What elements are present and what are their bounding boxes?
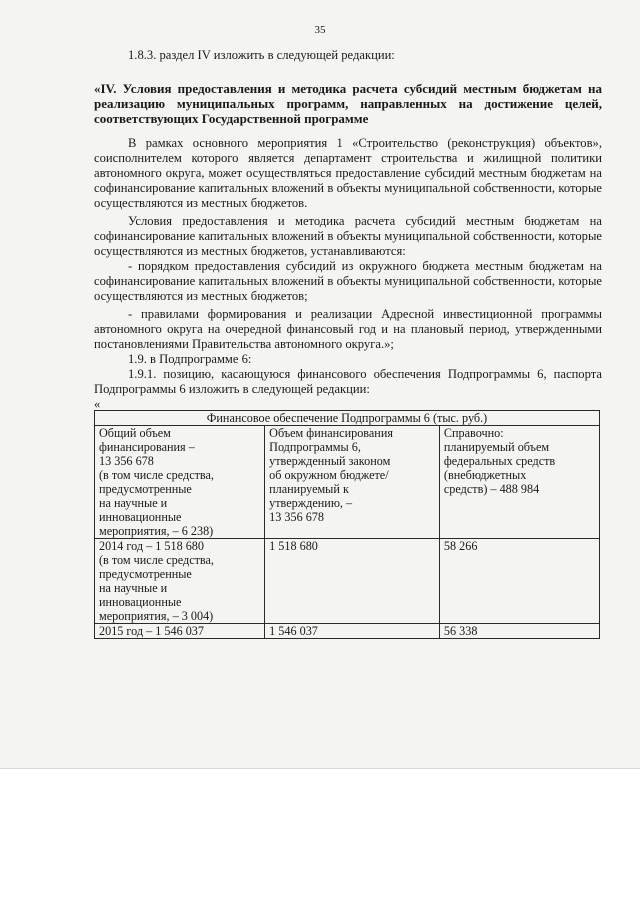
table-title-row — [95, 411, 600, 426]
table-title: Финансовое обеспечение Подпрограммы 6 (тыс. руб.) — [95, 411, 600, 426]
cell-line: инновационные — [99, 510, 182, 524]
cell-line: утвержденный законом — [269, 454, 391, 468]
section-line: 1.8.3. раздел IV изложить в следующей редакции: — [128, 48, 395, 62]
table-cell — [95, 426, 265, 539]
table-cell — [95, 624, 265, 639]
cell-line: средств) – 488 984 — [443, 482, 540, 496]
cell-line: Объем финансирования — [269, 426, 393, 440]
section-heading: «IV. Условия предоставления и методика расчета субсидий местным бюджетам на реализацию муниципальных программ, направленных на достижение целей, соответствующих Государственной программе — [94, 81, 602, 126]
table-cell — [265, 624, 440, 639]
cell-line: Подпрограммы 6, — [269, 440, 361, 454]
cell-line: мероприятия, – 3 004) — [99, 609, 214, 623]
cell-line: (в том числе средства, — [99, 468, 214, 482]
cell-line: федеральных средств — [443, 454, 556, 468]
financing-table — [94, 410, 600, 639]
paragraph-6: 1.9.1. позицию, касающуюся финансового обеспечения Подпрограммы 6, паспорта Подпрограммы 6 изложить в следующей редакции: — [94, 367, 602, 396]
cell-line: Справочно: — [443, 426, 504, 440]
paragraph-4: - правилами формирования и реализации Адресной инвестиционной программы автономного округа на очередной финансовый год и на плановый период, утвержденными постановлениями Правительства автономного округа.»; — [94, 307, 602, 351]
table-row — [95, 624, 600, 639]
paragraph-2: Условия предоставления и методика расчета субсидий местным бюджетам на софинансирование капитальных вложений в объекты муниципальной собственности, которые осуществляются из местных бюджетов, устанавливаются: — [94, 214, 602, 258]
cell-line: инновационные — [99, 595, 182, 609]
cell-line: 13 356 678 — [99, 454, 154, 468]
cell-line: 58 266 — [443, 539, 478, 553]
cell-line: планируемый объем — [443, 440, 550, 454]
cell-line: на научные и — [99, 581, 168, 595]
quote-open: « — [94, 397, 101, 411]
paragraph-1: В рамках основного мероприятия 1 «Строительство (реконструкция) объектов», соисполнителем которого является департамент строительства и жилищной политики автономного округа, может осуществляться предоставление субсидий местным бюджетам на софинансирование капитальных вложений в объекты муниципальной собственности, которые осуществляются из местных бюджетов. — [94, 136, 602, 210]
table-cell — [95, 539, 265, 624]
paragraph-3: - порядком предоставления субсидий из окружного бюджета местным бюджетам на софинансирование капитальных вложений в объекты муниципальной собственности, которые осуществляются из местных бюджетов; — [94, 259, 602, 303]
cell-line: 1 518 680 — [269, 539, 318, 553]
cell-line: предусмотренные — [99, 567, 192, 581]
cell-line: 56 338 — [443, 624, 478, 638]
cell-line: об окружном бюджете/ — [269, 468, 389, 482]
cell-line: (в том числе средства, — [99, 553, 214, 567]
cell-line: предусмотренные — [99, 482, 192, 496]
cell-line: на научные и — [99, 496, 168, 510]
document-body — [94, 48, 602, 639]
cell-line: утверждению, – — [269, 496, 353, 510]
cell-line: 2014 год – 1 518 680 — [99, 539, 204, 553]
table-cell — [265, 426, 440, 539]
page-number: 35 — [314, 24, 326, 36]
cell-line: 13 356 678 — [269, 510, 324, 524]
cell-line: финансирования – — [99, 440, 195, 454]
table-cell — [439, 539, 599, 624]
cell-line: Общий объем — [99, 426, 171, 440]
table-row — [95, 426, 600, 539]
cell-line: планируемый к — [269, 482, 349, 496]
table-cell — [265, 539, 440, 624]
table-cell — [439, 426, 599, 539]
cell-line: мероприятия, – 6 238) — [99, 524, 214, 538]
cell-line: (внебюджетных — [443, 468, 527, 482]
cell-line: 1 546 037 — [269, 624, 318, 638]
table-row — [95, 539, 600, 624]
paragraph-5: 1.9. в Подпрограмме 6: — [128, 352, 252, 366]
table-cell — [439, 624, 599, 639]
cell-line: 2015 год – 1 546 037 — [99, 624, 204, 638]
